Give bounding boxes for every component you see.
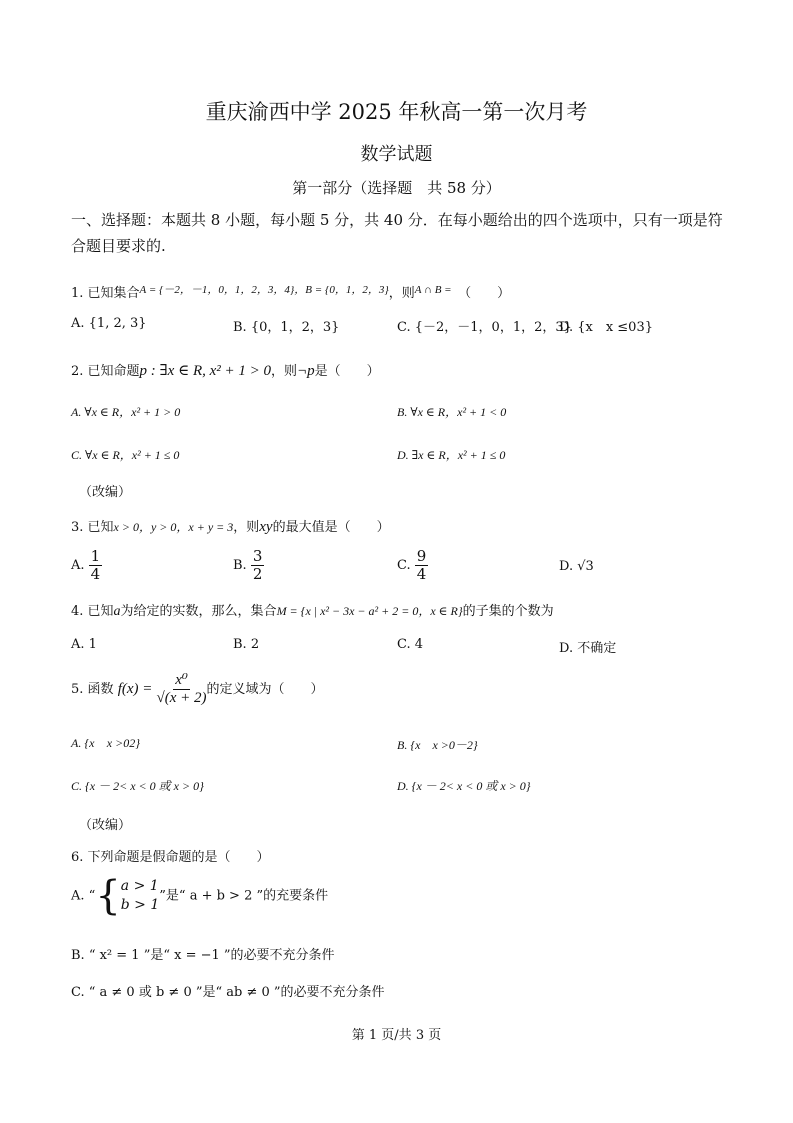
q5-numerator: x⁰	[175, 672, 188, 688]
q3-option-d: D. √3	[559, 559, 594, 574]
q1-paren: （ ）	[464, 286, 511, 301]
q3-b-numerator: 3	[252, 547, 263, 565]
q6-a-post: ”是“ a + b > 2 ”的充要条件	[159, 888, 329, 904]
question-4	[71, 600, 554, 620]
q6-a-row2: b > 1	[120, 897, 160, 913]
q3-b-denominator: 2	[252, 565, 263, 583]
section-heading: 第一部分（选择题 共 58 分）	[292, 179, 501, 197]
q3-a-fraction	[89, 548, 103, 583]
q2-post: 是（ ）	[314, 364, 380, 379]
q6-option-a	[71, 873, 329, 919]
q1-sets: A = {－2，－1，0，1，2，3，4}，B = {0，1，2，3}	[139, 284, 389, 296]
q1-option-d: D. {x x ≤03}	[559, 320, 653, 335]
q5-fraction	[157, 672, 207, 707]
exam-title: 重庆渝西中学 2025 年秋高一第一次月考	[205, 100, 588, 124]
q1-option-a: A. {1, 2, 3}	[71, 316, 147, 331]
q5-option-b: B. {x x >0－2}	[397, 738, 478, 752]
question-6: 6. 下列命题是假命题的是（ ）	[71, 850, 270, 865]
q3-condition: x > 0，y > 0，x + y = 3	[113, 520, 234, 534]
q6-option-b: B. “ x² = 1 ”是“ x = −1 ”的必要不充分条件	[71, 948, 335, 963]
q1-expr: A ∩ B =	[414, 284, 452, 296]
q2-option-c: C. ∀x ∈ R，x² + 1 ≤ 0	[71, 448, 180, 462]
q5-option-c: C. {x － 2< x < 0 或 x > 0}	[71, 779, 204, 793]
page-footer: 第 1 页/共 3 页	[351, 1028, 442, 1043]
q6-a-row1: a > 1	[120, 878, 159, 894]
q4-option-a: A. 1	[71, 637, 97, 652]
q3-c-numerator: 9	[416, 547, 427, 565]
adapted-note-1: （改编）	[79, 485, 132, 500]
q5-prefix: 5. 函数	[71, 682, 114, 697]
q3-c-fraction	[415, 548, 429, 583]
q5-denominator: √(x + 2)	[156, 690, 207, 706]
q3-c-denominator: 4	[416, 565, 427, 583]
q4-mid: 为给定的实数，那么，集合	[120, 604, 277, 619]
q3-a-numerator: 1	[90, 547, 101, 565]
q5-option-d: D. {x － 2< x < 0 或 x > 0}	[397, 779, 531, 793]
q5-post: 的定义域为（ ）	[206, 682, 324, 697]
q5-fx: f(x) =	[117, 681, 153, 697]
q5-option-a: A. {x⃞ x >02}	[71, 736, 141, 750]
q4-prefix: 4. 已知	[71, 604, 114, 619]
q3-b-label: B.	[233, 558, 247, 573]
q4-option-d: D. 不确定	[559, 641, 617, 656]
q2-option-a: A. ∀x ∈ R，x² + 1 > 0	[71, 405, 181, 419]
q2-prefix: 2. 已知命题	[71, 364, 140, 379]
q3-xy: xy	[259, 519, 273, 535]
q3-option-b	[233, 548, 264, 583]
q4-variable-a: a	[113, 604, 121, 619]
q4-set-m: M = {x | x² − 3x − a² + 2 = 0，x ∈ R}	[276, 604, 463, 618]
q1-option-b: B. {0，1，2，3}	[233, 320, 340, 335]
q2-negation: ¬p	[297, 363, 315, 379]
q3-c-label: C.	[397, 558, 411, 573]
q1-option-c: C. {－2，－1，0，1，2，3}	[397, 320, 572, 335]
q3-option-a	[71, 548, 102, 583]
q6-option-c: C. “ a ≠ 0 或 b ≠ 0 ”是“ ab ≠ 0 ”的必要不充分条件	[71, 985, 385, 1000]
q2-proposition: p : ∃x ∈ R, x² + 1 > 0	[139, 363, 272, 379]
q4-post: 的子集的个数为	[462, 604, 554, 619]
question-1	[71, 281, 510, 301]
q1-mid: ，则	[388, 286, 415, 301]
q3-b-fraction	[251, 548, 265, 583]
question-5	[71, 672, 324, 707]
q2-option-d: D. ∃x ∈ R，x² + 1 ≤ 0	[397, 448, 506, 462]
adapted-note-2: （改编）	[79, 818, 132, 833]
q3-mid: ，则	[233, 520, 260, 535]
q6-a-system	[95, 873, 160, 919]
q3-prefix: 3. 已知	[71, 520, 114, 535]
q2-mid: ，则	[271, 364, 298, 379]
q1-prefix: 1. 已知集合	[71, 286, 140, 301]
question-3	[71, 516, 390, 536]
q6-a-prefix: A. “	[71, 888, 96, 904]
q4-option-c: C. 4	[397, 637, 424, 652]
section-instructions: 一、选择题：本题共 8 小题，每小题 5 分，共 40 分．在每小题给出的四个选项中，只有一项是符合题目要求的.	[71, 211, 723, 255]
q3-option-c	[397, 548, 428, 583]
q3-post: 的最大值是（ ）	[272, 520, 390, 535]
q4-option-b: B. 2	[233, 637, 260, 652]
exam-subtitle: 数学试题	[360, 144, 433, 165]
question-2	[71, 360, 380, 380]
q3-a-label: A.	[71, 558, 85, 573]
q2-option-b: B. ∀x ∈ R，x² + 1 < 0	[397, 405, 507, 419]
q3-a-denominator: 4	[90, 565, 101, 583]
left-brace-icon: {	[95, 873, 121, 919]
